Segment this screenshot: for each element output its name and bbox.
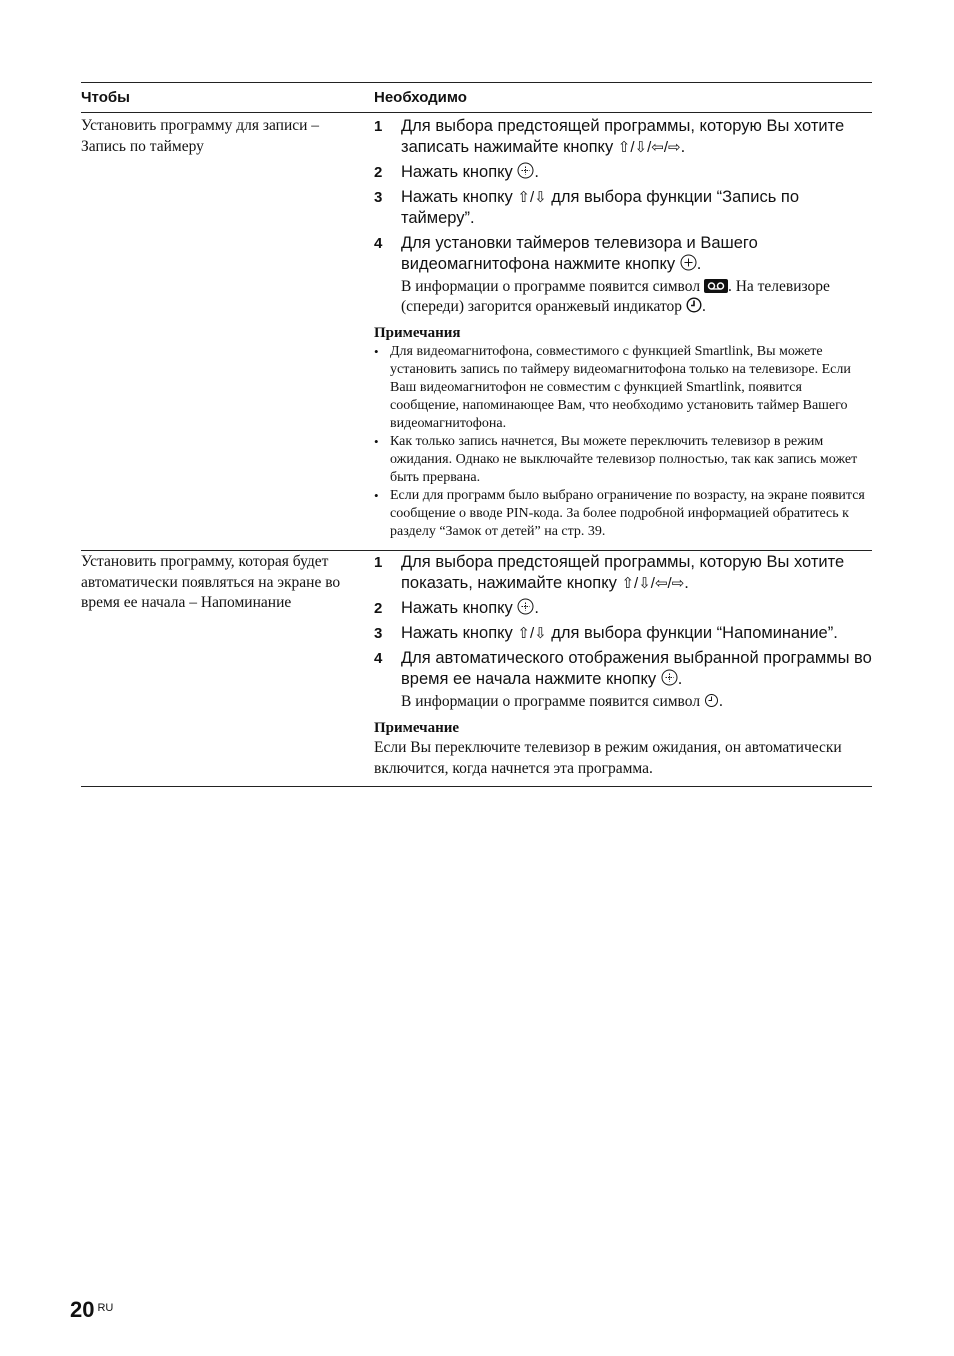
row-steps xyxy=(374,113,872,550)
list-item: • Если для программ было выбрано ограничение по возрасту, на экране появится сообщение о вводе PIN-кода. За более подробной информацией обратитесь к разделу “Замок от детей” на стр. 39. xyxy=(374,488,865,539)
arrows-up-down-icon: ⇧/⇩ xyxy=(517,189,547,206)
instruction-table xyxy=(81,82,872,787)
step-item: 2 Нажать кнопку . xyxy=(374,599,539,617)
step-item: 3 Нажать кнопку ⇧/⇩ для выбора функции “Запись по таймеру”. xyxy=(374,188,800,227)
step-item: 3 Нажать кнопку ⇧/⇩ для выбора функции “Напоминание”. xyxy=(374,624,838,642)
step-item: 2 Нажать кнопку . xyxy=(374,163,539,181)
table-row xyxy=(81,551,872,787)
step-item: 1 Для выбора предстоящей программы, которую Вы хотите показать, нажимайте кнопку ⇧/⇩/⇦/⇨. xyxy=(374,553,845,592)
note-title: Примечание xyxy=(374,720,460,736)
notes-title: Примечания xyxy=(374,325,461,341)
step-info: В информации о программе появится символ . На телевизоре (спереди) загорится оранжевый индикатор . xyxy=(401,278,830,315)
note-text: Если Вы переключите телевизор в режим ожидания, он автоматически включится, когда начнется эта программа. xyxy=(374,739,842,777)
page-language: RU xyxy=(97,1302,114,1314)
arrows-up-down-icon: ⇧/⇩ xyxy=(517,625,547,642)
page-footer xyxy=(70,1297,113,1323)
ok-button-icon xyxy=(661,669,678,686)
header-col-necessary: Необходимо xyxy=(374,89,467,106)
row-task-timer-record: Установить программу для записи – Запись по таймеру xyxy=(81,117,320,155)
header-col-to-do: Чтобы xyxy=(81,89,130,106)
step-item: 4 Для установки таймеров телевизора и Вашего видеомагнитофона нажмите кнопку . xyxy=(374,234,758,273)
vcr-record-icon xyxy=(704,279,728,293)
table-header xyxy=(81,83,872,113)
timer-indicator-icon xyxy=(686,297,702,313)
ok-button-icon xyxy=(517,162,534,179)
arrows-4way-icon: ⇧/⇩/⇦/⇨ xyxy=(617,139,681,156)
arrows-4way-icon: ⇧/⇩/⇦/⇨ xyxy=(621,575,685,592)
step-item: 4 Для автоматического отображения выбранной программы во время ее начала нажмите кнопку . xyxy=(374,649,872,688)
clock-icon xyxy=(704,693,719,708)
page-number: 20 xyxy=(70,1297,95,1322)
step-item: 1 Для выбора предстоящей программы, которую Вы хотите записать нажимайте кнопку ⇧/⇩/⇦/⇨. xyxy=(374,117,845,156)
table-row xyxy=(81,113,872,551)
list-item: • Для видеомагнитофона, совместимого с функцией Smartlink, Вы можете установить запись по таймеру видеомагнитофона только на телевизоре. Если Ваш видеомагнитофон не совместим с функцией Smartlink, появится сообщение, напоминающее Вам, что необходимо установить таймер Вашего видеомагнитофона. xyxy=(374,344,851,431)
row-task-reminder: Установить программу, которая будет автоматически появляться на экране во время ее начала – Напоминание xyxy=(81,553,341,611)
ok-button-icon xyxy=(517,598,534,615)
list-item: • Как только запись начнется, Вы можете переключить телевизор в режим ожидания. Однако не выключайте телевизор полностью, так как запись может быть прервана. xyxy=(374,434,858,485)
ok-button-icon xyxy=(680,254,697,271)
row-steps xyxy=(374,551,872,786)
step-info: В информации о программе появится символ . xyxy=(401,693,723,710)
